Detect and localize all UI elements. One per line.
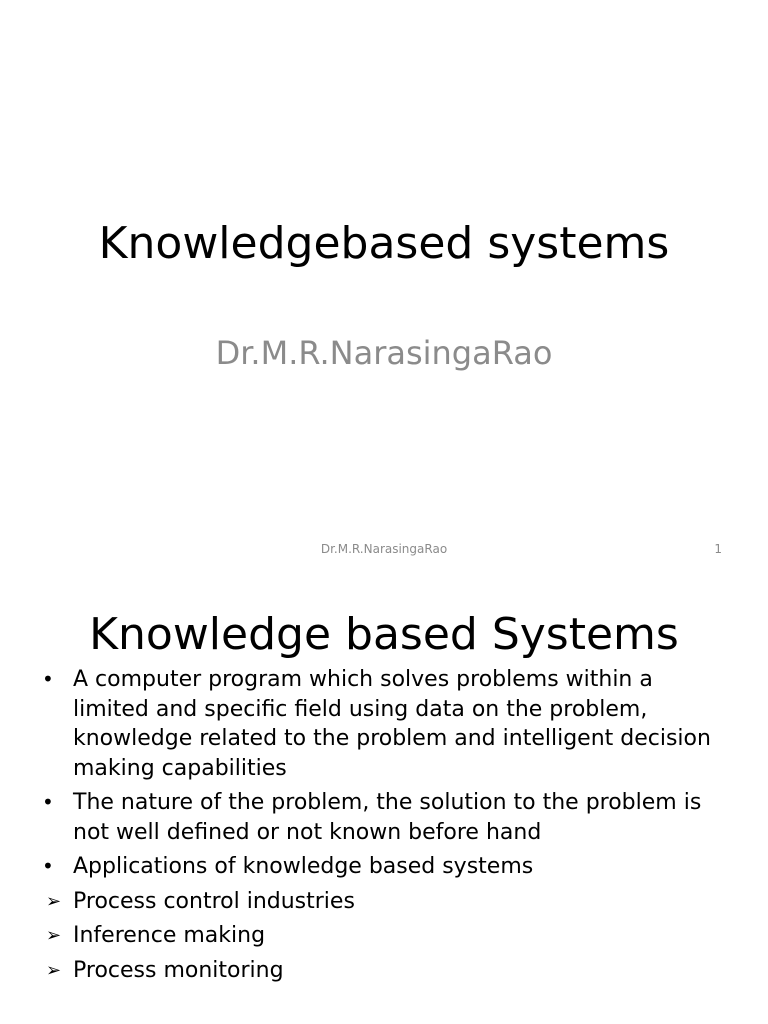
bullet-item [0,788,768,847]
bullet-text: Applications of knowledge based systems [73,854,534,879]
bullet-icon: • [42,667,54,691]
sub-bullet-item [0,921,768,951]
bullet-list [0,665,768,990]
bullet-item [0,852,768,882]
page-number: 1 [714,542,722,556]
slide-title: Knowledge based Systems [89,609,679,660]
sub-bullet-item [0,887,768,917]
slide-title: Knowledgebased systems [98,218,670,269]
arrow-bullet-icon: ➢ [46,959,62,981]
bullet-item [0,665,768,783]
bullet-text: Process control industries [73,888,355,914]
bullet-icon: • [42,854,54,878]
bullet-text: Inference making [73,923,266,948]
sub-bullet-item [0,956,768,986]
content-slide [0,576,768,1024]
slide-subtitle: Dr.M.R.NarasingaRao [215,334,553,372]
bullet-text: Process monitoring [73,957,284,983]
slide-footer: Dr.M.R.NarasingaRao [320,542,448,556]
bullet-icon: • [42,790,54,814]
bullet-text: A computer program which solves problems within a limited and specific field using data on the problem, knowledge related to the problem and intelligent decision making capabilities [73,667,711,781]
arrow-bullet-icon: ➢ [46,890,62,912]
arrow-bullet-icon: ➢ [46,925,62,946]
bullet-text: The nature of the problem, the solution to the problem is not well defined or not known before hand [73,790,702,845]
